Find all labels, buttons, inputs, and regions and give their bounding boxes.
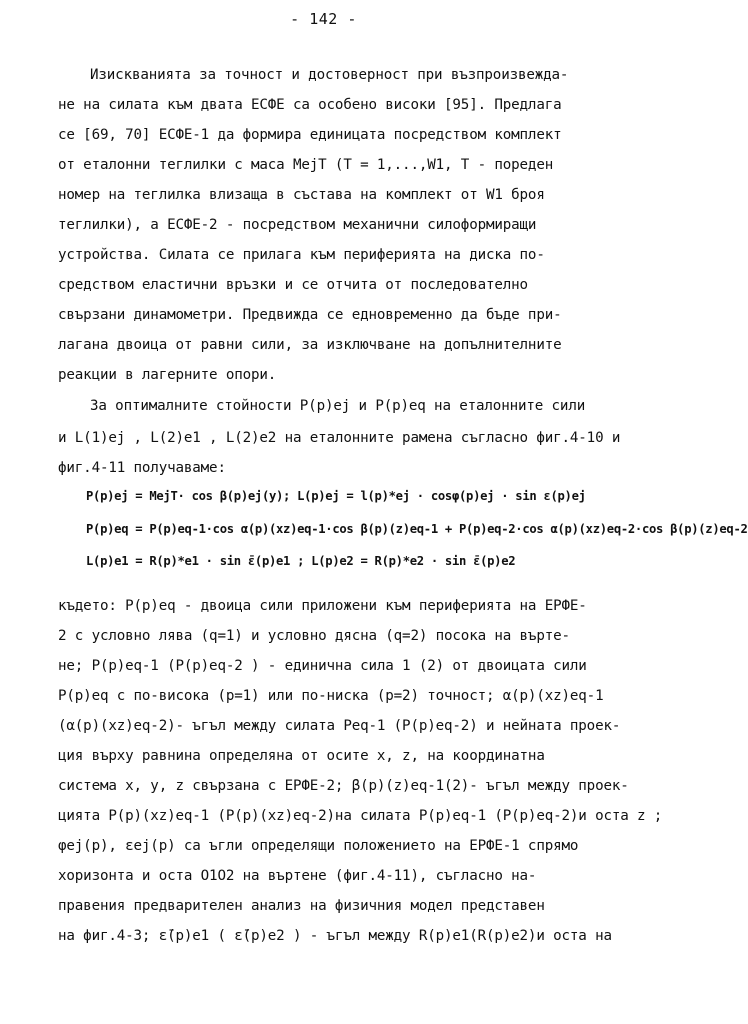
text-line: не; P(p)eq-1 (P(p)eq-2 ) - единична сила 1 (2) от двоицата сили (58, 658, 587, 674)
text-line: цията P(p)(xz)eq-1 (P(p)(xz)eq-2)на силата P(p)eq-1 (P(p)eq-2)и оста z ; (58, 808, 663, 824)
text-line: За оптималните стойности P(p)ej и P(p)eq на еталонните сили (90, 398, 586, 414)
text-line: номер на теглилка влизаща в състава на комплект от W1 броя (58, 187, 545, 203)
text-line: ция върху равнина определяна от осите x, z, на координатна (58, 748, 545, 764)
formula-line: P(p)eq = P(p)eq-1·cos α(p)(xz)eq-1·cos β(p)(z)eq-1 + P(p)eq-2·cos α(p)(xz)eq-2·cos β(p)(z)eq-2 (86, 522, 748, 536)
text-line: система x, y, z свързана с ЕРФЕ-2; β(p)(z)eq-1(2)- ъгъл между проек- (58, 778, 629, 794)
text-line: 2 с условно лява (q=1) и условно дясна (q=2) посока на върте- (58, 628, 570, 644)
text-line: хоризонта и оста O1O2 на въртене (фиг.4-11), съгласно на- (58, 868, 537, 884)
text-line: на фиг.4-3; ε̄(p)e1 ( ε̄(p)e2 ) - ъгъл между R(p)e1(R(p)e2)и оста на (58, 928, 612, 944)
text-line: и L(1)ej , L(2)e1 , L(2)e2 на еталонните рамена съгласно фиг.4-10 и (58, 430, 621, 446)
text-line: от еталонни теглилки с маса MejT (T = 1,...,W1, T - пореден (58, 157, 554, 173)
text-line: където: P(p)eq - двоица сили приложени към периферията на ЕРФЕ- (58, 598, 587, 614)
text-line: свързани динамометри. Предвижда се едновременно да бъде при- (58, 307, 562, 323)
text-line: φej(p), εej(p) са ъгли определящи положението на ЕРФЕ-1 спрямо (58, 838, 579, 854)
text-line: устройства. Силата се прилага към периферията на диска по- (58, 247, 545, 263)
text-line: средством еластични връзки и се отчита от последователно (58, 277, 528, 293)
text-line: (α(p)(xz)eq-2)- ъгъл между силата Peq-1 (P(p)eq-2) и нейната проек- (58, 718, 621, 734)
text-line: реакции в лагерните опори. (58, 367, 277, 383)
text-line: теглилки), а ЕСФЕ-2 - посредством механични силоформиращи (58, 217, 537, 233)
text-line: не на силата към двата ЕСФЕ са особено високи [95]. Предлага (58, 97, 562, 113)
page-number: - 142 - (290, 10, 357, 28)
text-line: P(p)eq с по-висока (p=1) или по-ниска (p=2) точност; α(p)(xz)eq-1 (58, 688, 604, 704)
text-line: правения предварителен анализ на физичния модел представен (58, 898, 545, 914)
text-line: фиг.4-11 получаваме: (58, 460, 226, 476)
text-line: се [69, 70] ЕСФЕ-1 да формира единицата посредством комплект (58, 127, 562, 143)
formula-line: L(p)e1 = R(p)*e1 · sin ε̄(p)e1 ; L(p)e2 = R(p)*e2 · sin ε̄(p)e2 (86, 554, 516, 568)
formula-line: P(p)ej = MejT· cos β(p)ej(y); L(p)ej = l(p)*ej · cosφ(p)ej · sin ε(p)ej (86, 489, 586, 503)
text-line: лагана двоица от равни сили, за изключване на допълнителните (58, 337, 562, 353)
text-line: Изискванията за точност и достоверност при възпроизвежда- (90, 67, 569, 83)
